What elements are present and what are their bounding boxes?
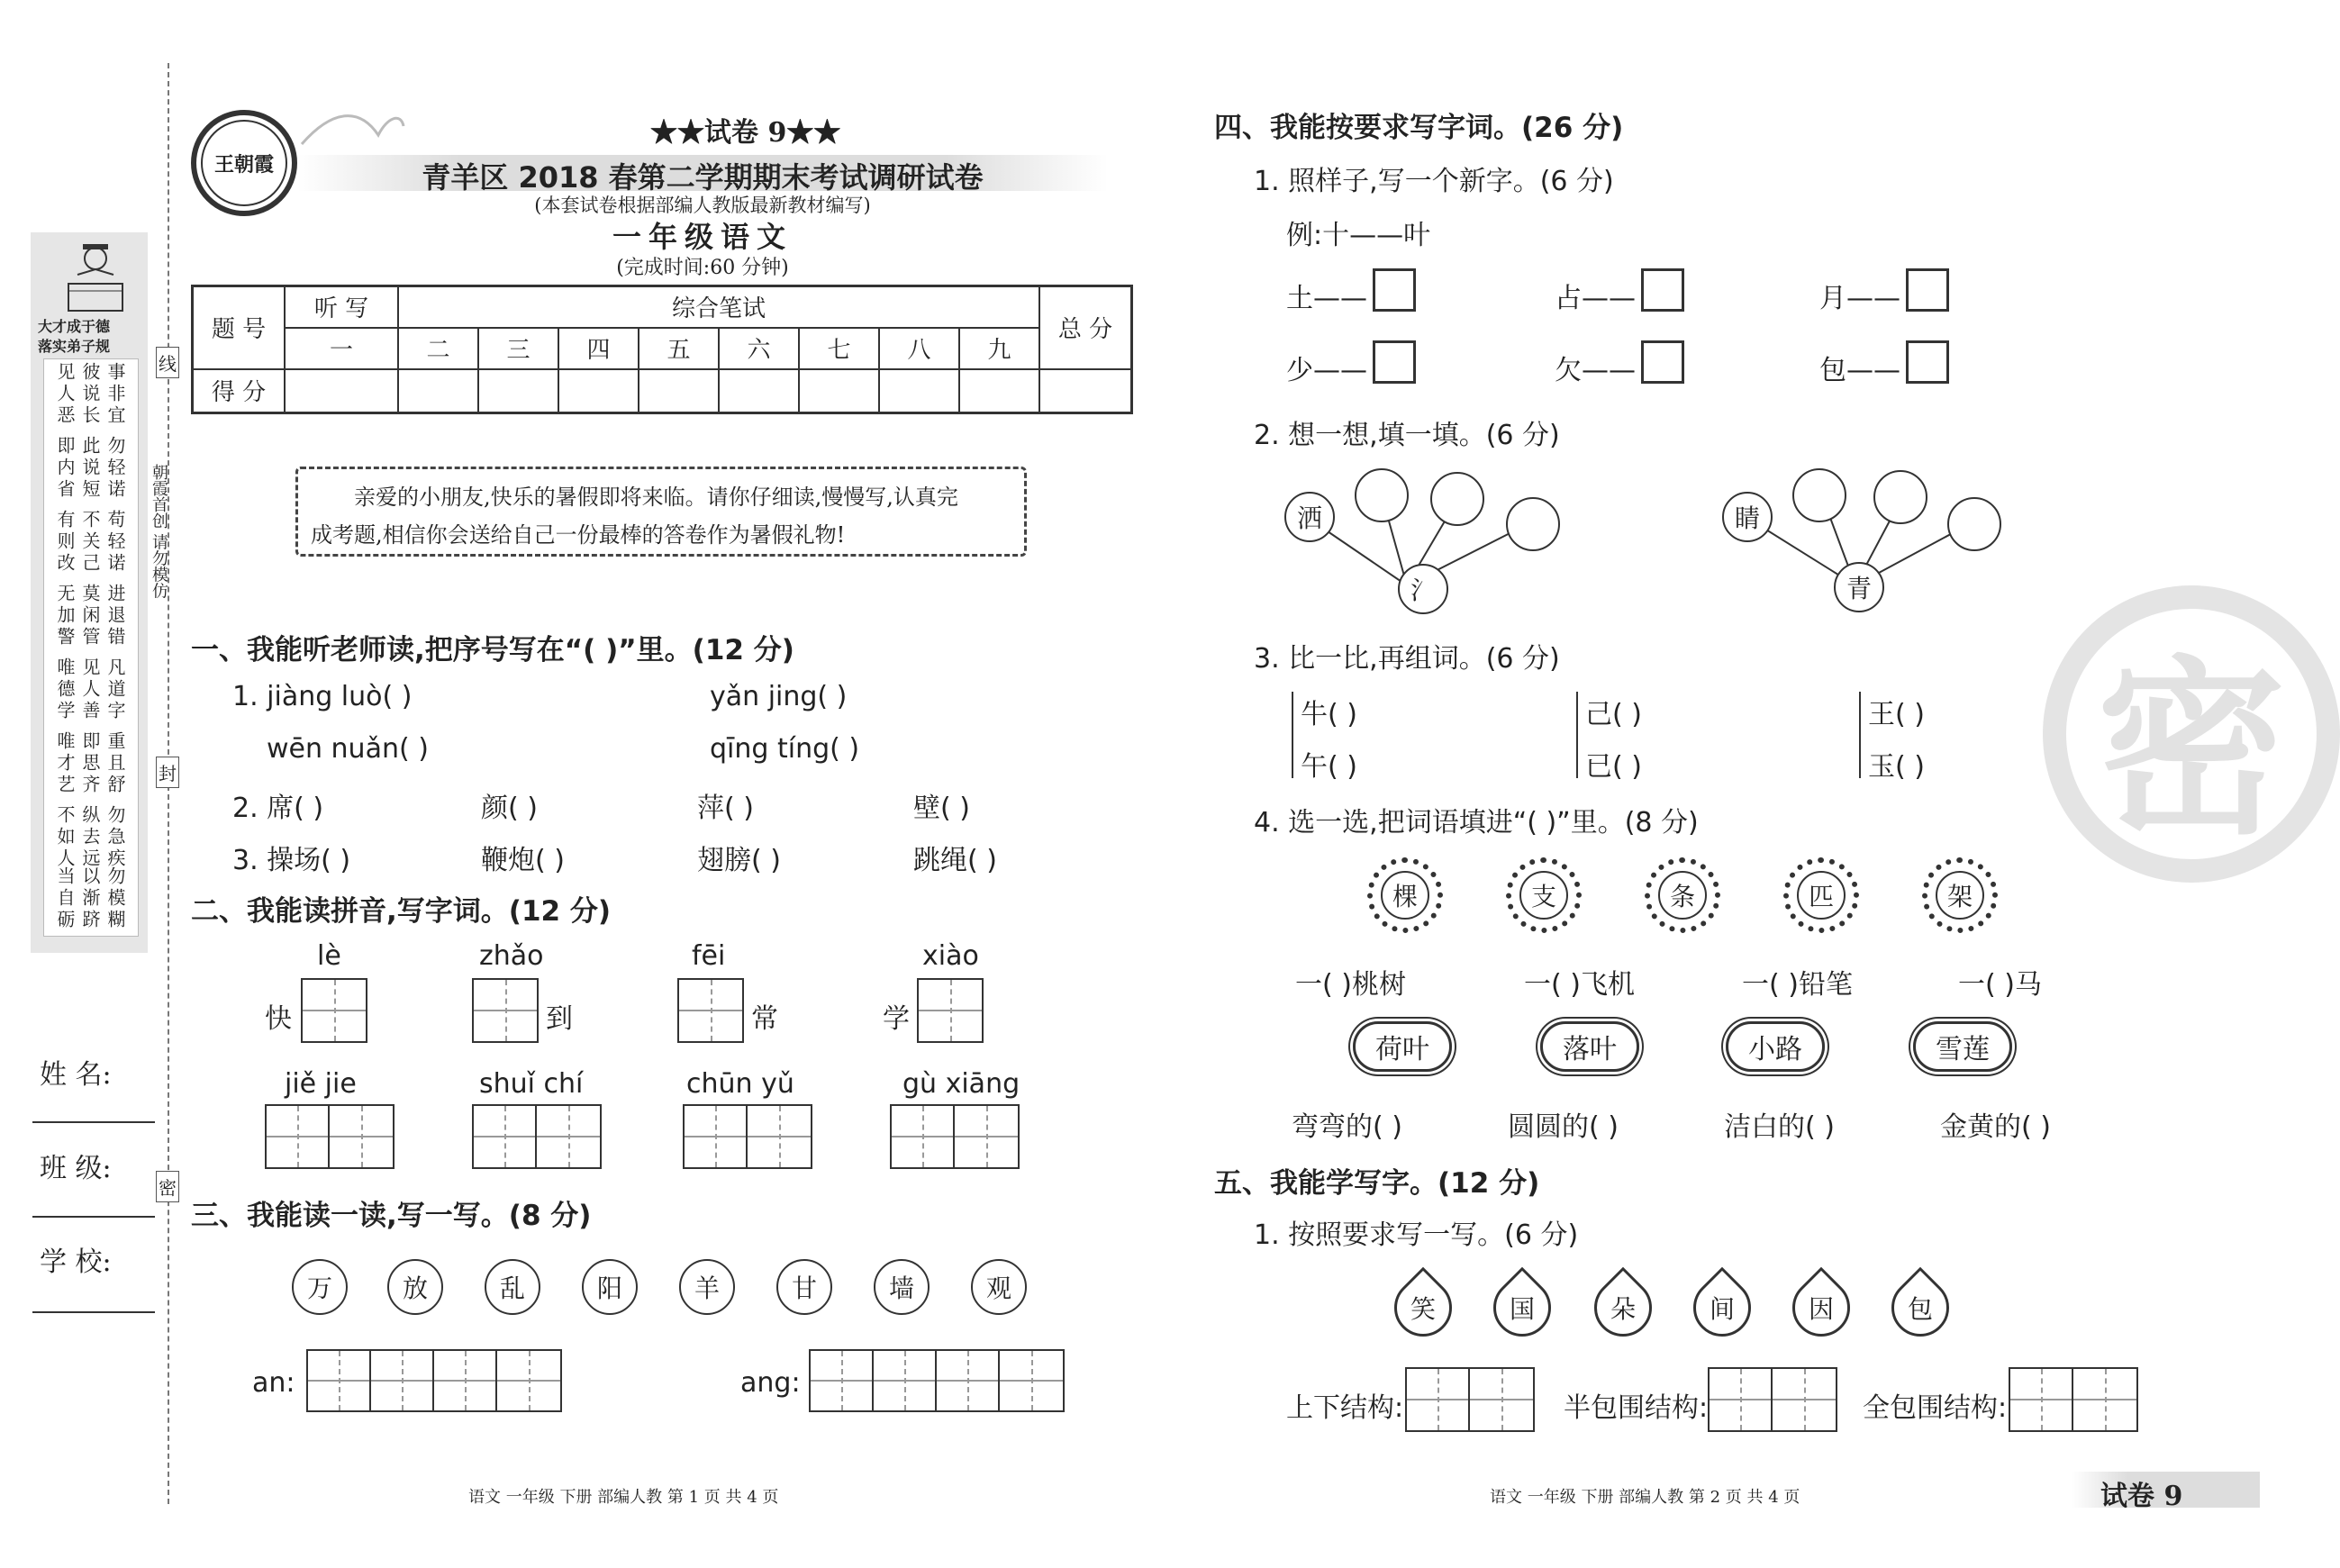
fill-blank: 金黄的( ) [1940,1111,2051,1143]
answer-box[interactable] [1373,268,1416,312]
score-cell[interactable] [478,369,558,413]
school-field[interactable] [32,1311,155,1313]
ang-label: ang: [740,1367,801,1399]
s4-q2: 2. 想一想,填一填。(6 分) [1254,420,1560,451]
score-table [191,285,1133,414]
greeting-line-2: 成考题,相信你会送给自己一份最棒的答卷作为暑假礼物! [311,522,846,548]
drop-char: 间 [1682,1267,1764,1349]
drop-char: 朵 [1583,1267,1664,1349]
verse: 莫闲管 [79,584,101,648]
verse: 纵去远 [79,805,101,870]
greeting-line-1: 亲爱的小朋友,快乐的暑假即将来临。请你仔细读,慢慢写,认真完 [354,485,958,510]
s4-example: 例:十——叶 [1286,220,1431,251]
row-label-score: 得 分 [193,369,286,413]
structure-label: 半包围结构: [1564,1392,1709,1424]
char-circle: 阳 [582,1259,638,1315]
row-label-number: 题 号 [193,286,286,369]
answer-box[interactable] [1641,340,1684,384]
writing-grid-an[interactable] [306,1349,562,1412]
pinyin: lè [317,940,341,972]
verse: 重且舒 [104,731,126,796]
cloud-word: 小路 [1726,1021,1825,1072]
fill-blank: 圆圆的( ) [1508,1111,1619,1143]
verse: 当自砺 [54,866,76,931]
greeting-box [295,467,1027,557]
flower-word: 支 [1506,857,1582,933]
verse: 凡道字 [104,657,126,722]
structure-label: 全包围结构: [1863,1392,2008,1424]
class-label: 班 级: [40,1153,112,1184]
verse: 即思齐 [79,731,101,796]
pinyin: shuǐ chí [479,1068,584,1100]
num-cell: 五 [639,328,719,369]
score-cell[interactable] [398,369,478,413]
section-3-title: 三、我能读一读,写一写。(8 分) [191,1200,592,1232]
section-4-title: 四、我能按要求写字词。(26 分) [1214,112,1624,144]
watermark-char: 密 [2096,639,2286,860]
score-cell[interactable] [558,369,639,413]
char-circle: 万 [292,1259,348,1315]
section-5-title: 五、我能学写字。(12 分) [1214,1167,1540,1200]
given-char: 快 [265,1003,292,1035]
fold-mark: 密 [156,1171,179,1202]
drop-char: 国 [1482,1267,1564,1349]
total-header: 总 分 [1039,286,1132,369]
writing-grid[interactable] [677,978,744,1043]
writing-grid-ang[interactable] [809,1349,1065,1412]
footer-left: 语文 一年级 下册 部编人教 第 1 页 共 4 页 [468,1488,779,1507]
written-header: 综合笔试 [398,286,1039,328]
score-cell[interactable] [719,369,799,413]
num-cell: 一 [285,328,398,369]
verse: 彼说长 [79,362,101,427]
writing-grid[interactable] [301,978,367,1043]
an-label: an: [252,1367,295,1399]
cloud-word: 落叶 [1540,1021,1639,1072]
writing-grid[interactable] [1405,1367,1535,1432]
pinyin: zhǎo [479,940,544,972]
verse: 唯才艺 [54,731,76,796]
fill-blank: 一( )铅笔 [1742,969,1853,1001]
pinyin: fēi [692,940,726,972]
verse: 勿模糊 [104,866,126,931]
writing-grid[interactable] [265,1104,395,1169]
tree2-root: 青 [1834,562,1884,612]
score-cell[interactable] [879,369,959,413]
compose-item: 欠—— [1555,355,1636,386]
flower-word: 棵 [1367,857,1443,933]
writing-grid[interactable] [917,978,984,1043]
answer-box[interactable] [1906,340,1949,384]
verse: 勿轻诺 [104,436,126,501]
flower-word: 条 [1645,857,1720,933]
num-cell: 八 [879,328,959,369]
answer-box[interactable] [1373,340,1416,384]
compose-item: 月—— [1819,283,1900,314]
compose-item: 少—— [1286,355,1367,386]
s1-q2: 2. 席( ) [232,793,324,824]
s1-q1-b: yǎn jing( ) [710,681,848,712]
score-cell[interactable] [1039,369,1132,413]
footer-badge: 试卷 9 [2100,1481,2183,1512]
tree-answer-circle[interactable] [1792,468,1846,522]
compare-pair: 己( ) [1585,699,1642,730]
s1-q3: 3. 操场( ) [232,845,351,876]
fold-mark: 封 [156,757,179,788]
score-cell[interactable] [799,369,879,413]
num-cell: 二 [398,328,478,369]
verse: 见人善 [79,657,101,722]
score-cell[interactable] [639,369,719,413]
pair-bracket [1859,692,1868,778]
s1-q1-a: 1. jiàng luò( ) [232,681,413,712]
compose-item: 占—— [1555,283,1636,314]
exam-title: 青羊区 2018 春第二学期期末考试调研试卷 [422,160,984,195]
char-circle: 羊 [679,1259,735,1315]
writing-grid[interactable] [2009,1367,2138,1432]
verse: 不如人 [54,805,76,870]
drop-char: 因 [1781,1267,1863,1349]
school-label: 学 校: [40,1246,112,1278]
answer-box[interactable] [1641,268,1684,312]
listen-header: 听 写 [285,286,398,328]
verse: 以渐跻 [79,866,101,931]
given-char: 学 [883,1003,910,1035]
writing-grid[interactable] [683,1104,812,1169]
name-label: 姓 名: [40,1059,112,1091]
num-cell: 四 [558,328,639,369]
drop-char: 包 [1880,1267,1962,1349]
compose-item: 土—— [1286,283,1367,314]
compare-pair: 玉( ) [1868,751,1925,783]
s4-q1: 1. 照样子,写一个新字。(6 分) [1254,166,1614,197]
char-circle: 观 [971,1259,1027,1315]
verse: 不关己 [79,510,101,575]
tree-answer-circle[interactable] [1506,497,1560,551]
answer-box[interactable] [1906,268,1949,312]
tree2-given: 睛 [1722,492,1773,542]
verse: 苟轻诺 [104,510,126,575]
compare-pair: 牛( ) [1301,699,1357,730]
compare-pair: 午( ) [1301,751,1357,783]
writing-grid[interactable] [472,1104,602,1169]
tree-answer-circle[interactable] [1947,497,2001,551]
verse: 进退错 [104,584,126,648]
s1-q2: 萍( ) [697,793,754,824]
cloud-word: 雪莲 [1913,1021,2012,1072]
tree1-root: 氵 [1398,564,1448,614]
pinyin: gù xiāng [902,1068,1020,1100]
verse: 此说短 [79,436,101,501]
paper-badge: ★★试卷 9★★ [650,117,841,149]
fill-blank: 洁白的( ) [1724,1111,1835,1143]
compose-item: 包—— [1819,355,1900,386]
sidebar-motto-2: 落实弟子规 [38,338,111,355]
tree-answer-circle[interactable] [1355,468,1409,522]
given-char: 常 [751,1003,778,1035]
s1-q3: 翅膀( ) [697,845,781,876]
logo-emblem [191,110,297,216]
given-char: 到 [546,1003,573,1035]
cloud-word: 荷叶 [1353,1021,1452,1072]
watermark-seal [2043,585,2340,883]
num-cell: 六 [719,328,799,369]
char-circle: 甘 [776,1259,832,1315]
fold-note: 朝霞首创 请勿模仿 [150,464,168,635]
writing-grid[interactable] [890,1104,1020,1169]
section-2-title: 二、我能读拼音,写字词。(12 分) [191,895,612,928]
s1-q3: 跳绳( ) [913,845,997,876]
name-field[interactable] [32,1121,155,1123]
pair-bracket [1292,692,1301,778]
tree1-given: 洒 [1284,492,1335,542]
num-cell: 三 [478,328,558,369]
section-1-title: 一、我能听老师读,把序号写在“( )”里。(12 分) [191,634,794,666]
verse: 唯德学 [54,657,76,722]
exam-time: (完成时间:60 分钟) [616,257,789,279]
compare-pair: 王( ) [1868,699,1925,730]
flower-word: 架 [1922,857,1998,933]
footer-right: 语文 一年级 下册 部编人教 第 2 页 共 4 页 [1490,1488,1800,1507]
char-circle: 放 [387,1259,443,1315]
flower-word: 匹 [1783,857,1859,933]
class-field[interactable] [32,1216,155,1218]
tree-answer-circle[interactable] [1430,472,1484,526]
pinyin: jiě jie [285,1068,357,1100]
verse: 事非宜 [104,362,126,427]
s4-q3: 3. 比一比,再组词。(6 分) [1254,643,1560,675]
exam-subtitle: (本套试卷根据部编人教版最新教材编写) [534,195,871,216]
s1-q2: 颜( ) [481,793,538,824]
char-circle: 墙 [874,1259,930,1315]
s1-q1-d: qīng tíng( ) [710,733,860,765]
tree-answer-circle[interactable] [1873,470,1927,524]
fill-blank: 一( )飞机 [1524,969,1635,1001]
num-cell: 九 [959,328,1039,369]
fill-blank: 弯弯的( ) [1292,1111,1402,1143]
verse: 即内省 [54,436,76,501]
verse: 见人恶 [54,362,76,427]
grade-subject: 一年级语文 [612,220,793,254]
s1-q1-c: wēn nuǎn( ) [267,733,429,765]
s5-q1: 1. 按照要求写一写。(6 分) [1254,1219,1579,1251]
char-circle: 乱 [485,1259,540,1315]
fold-mark: 线 [156,347,179,378]
fill-blank: 一( )马 [1958,969,2042,1001]
pinyin: chūn yǔ [686,1068,794,1100]
verse: 勿急疾 [104,805,126,870]
verse: 有则改 [54,510,76,575]
structure-label: 上下结构: [1286,1392,1404,1424]
verse: 无加警 [54,584,76,648]
fill-blank: 一( )桃树 [1295,969,1406,1001]
writing-grid[interactable] [472,978,539,1043]
s1-q3: 鞭炮( ) [481,845,565,876]
score-cell[interactable] [285,369,398,413]
scholar-figure-icon [50,239,141,319]
s4-q4: 4. 选一选,把词语填进“( )”里。(8 分) [1254,807,1699,838]
writing-grid[interactable] [1708,1367,1837,1432]
sidebar-motto-1: 大才成于德 [38,318,111,335]
pinyin: xiào [922,940,979,972]
logo-text: 王朝霞 [201,120,287,206]
compare-pair: 已( ) [1585,751,1642,783]
s1-q2: 壁( ) [913,793,970,824]
score-cell[interactable] [959,369,1039,413]
pair-bracket [1576,692,1585,778]
num-cell: 七 [799,328,879,369]
drop-char: 笑 [1383,1267,1465,1349]
